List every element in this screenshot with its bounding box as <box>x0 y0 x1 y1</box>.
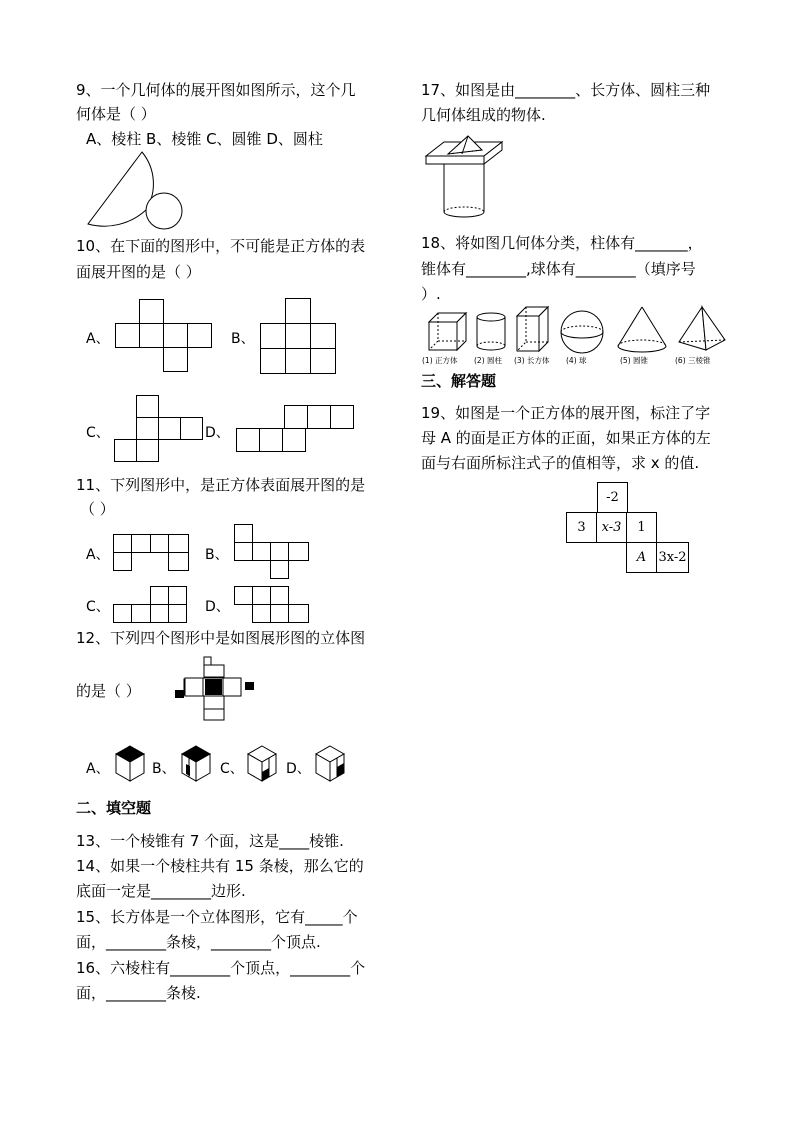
q9-options: A、棱柱 B、棱锥 C、圆锥 D、圆柱 <box>86 130 323 148</box>
q19-line3: 面与右面所标注式子的值相等，求 x 的值. <box>421 454 700 472</box>
q12-cube-b <box>180 744 212 784</box>
q19-cell-far: 3x-2 <box>656 542 689 573</box>
q12-cube-d <box>314 744 346 784</box>
q12-cube-c <box>246 744 278 784</box>
q18-pyramid-icon <box>676 304 728 356</box>
q19-cell-top: -2 <box>597 482 628 513</box>
q10-label-b: B、 <box>231 331 255 347</box>
q18-line2: 锥体有________,球体有________（填序号 <box>421 260 696 278</box>
q10-label-c: C、 <box>86 425 110 441</box>
q18-sphere-icon <box>558 308 606 356</box>
q11-label-a: A、 <box>86 547 110 563</box>
q14-line2: 底面一定是________边形. <box>76 882 246 900</box>
q11-label-b: B、 <box>205 547 229 563</box>
q11-line1: 11、下列图形中，是正方体表面展开图的是 <box>76 476 366 494</box>
q18-line1: 18、将如图几何体分类，柱体有_______， <box>421 234 703 252</box>
q16-line1: 16、六棱柱有________个顶点，________个 <box>76 959 366 977</box>
q9-line2: 何体是（ ） <box>76 105 156 123</box>
q10-line1: 10、在下面的图形中，不可能是正方体的表 <box>76 237 366 255</box>
q18-caption-4: (4) 球 <box>566 356 587 365</box>
q11-label-c: C、 <box>86 599 110 615</box>
q18-caption-6: (6) 三棱锥 <box>675 356 711 365</box>
q10-label-d: D、 <box>205 425 230 441</box>
q11-label-d: D、 <box>205 599 230 615</box>
q12-label-c: C、 <box>220 761 244 777</box>
q10-label-a: A、 <box>86 331 110 347</box>
q15-line1: 15、长方体是一个立体图形，它有_____个 <box>76 908 358 926</box>
q19-cell-center: x-3 <box>596 512 627 543</box>
q12-net-figure <box>172 655 258 721</box>
q12-cube-a <box>114 744 146 784</box>
q13: 13、一个棱锥有 7 个面，这是____棱锥. <box>76 832 344 850</box>
q18-cube-icon <box>426 310 468 352</box>
q18-caption-2: (2) 圆柱 <box>474 356 503 365</box>
q12-line1: 12、下列四个图形中是如图展形图的立体图 <box>76 629 366 647</box>
q17-line2: 几何体组成的物体. <box>421 106 546 124</box>
q18-cone-icon <box>614 304 670 356</box>
q12-label-b: B、 <box>152 761 176 777</box>
q15-line2: 面，________条棱，________个顶点. <box>76 933 321 951</box>
q17-object-figure <box>424 132 504 222</box>
section2-heading: 二、填空题 <box>76 799 152 817</box>
q18-caption-5: (5) 圆锥 <box>620 356 649 365</box>
q19-cell-a: A <box>626 542 657 573</box>
q12-label-d: D、 <box>286 761 311 777</box>
q9-net-figure <box>84 150 194 232</box>
q18-caption-3: (3) 长方体 <box>514 356 550 365</box>
q16-line2: 面，________条棱. <box>76 984 201 1002</box>
q19-cell-right: 1 <box>626 512 657 543</box>
q19-cell-left: 3 <box>566 512 597 543</box>
q19-line1: 19、如图是一个正方体的展开图，标注了字 <box>421 404 711 422</box>
q18-line3: ）. <box>421 285 441 303</box>
q18-caption-1: (1) 正方体 <box>422 356 458 365</box>
q14-line1: 14、如果一个棱柱共有 15 条棱，那么它的 <box>76 857 364 875</box>
q18-cylinder-icon <box>474 310 508 352</box>
q19-line2: 母 A 的面是正方体的正面，如果正方体的左 <box>421 429 711 447</box>
q9-line1: 9、一个几何体的展开图如图所示，这个几 <box>76 81 356 99</box>
q11-line2: （ ） <box>80 500 115 518</box>
q10-line2: 面展开图的是（ ） <box>76 263 201 281</box>
q18-cuboid-icon <box>514 304 550 354</box>
q17-line1: 17、如图是由________、长方体、圆柱三种 <box>421 81 711 99</box>
q12-label-a: A、 <box>86 761 110 777</box>
q12-line2: 的是（ ） <box>76 682 141 700</box>
section3-heading: 三、解答题 <box>421 372 497 390</box>
